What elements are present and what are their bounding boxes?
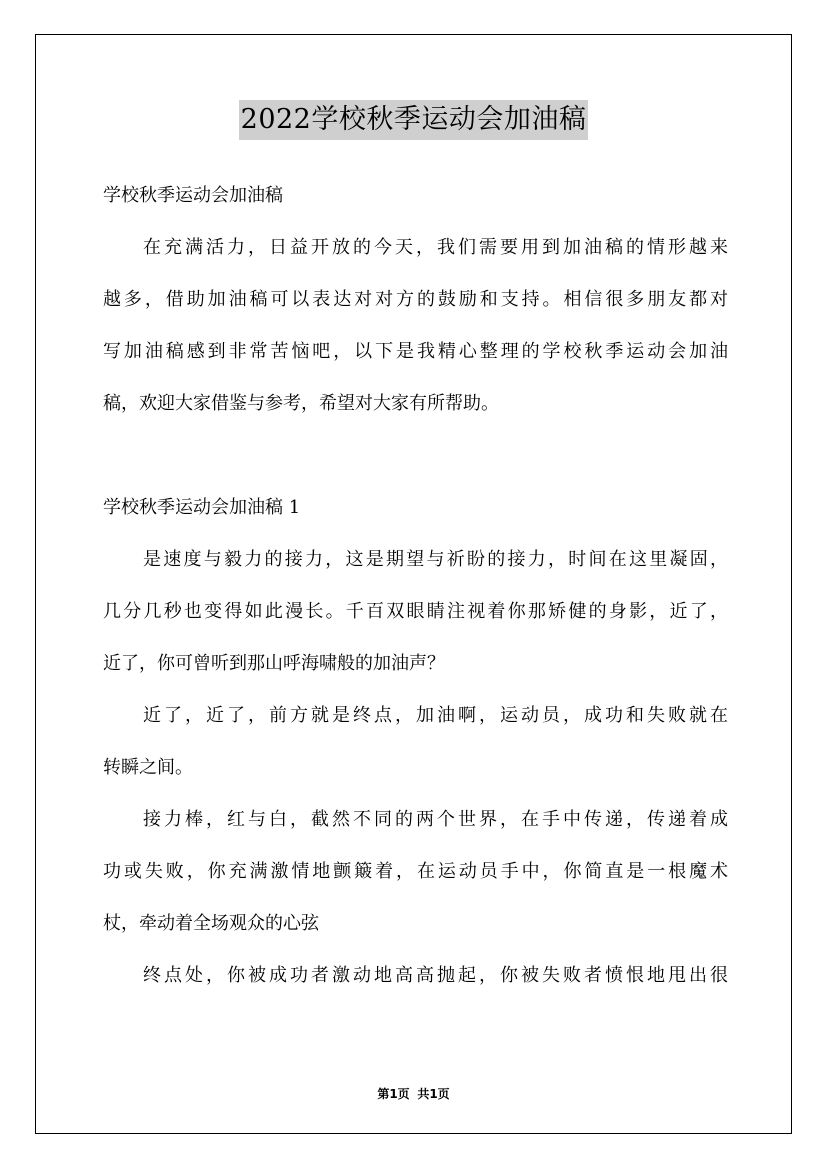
paragraph-4	[103, 950, 728, 1002]
paragraph-line: 近了，你可曾听到那山呼海啸般的加油声？	[103, 653, 445, 674]
page-total: 共1页	[417, 1087, 450, 1101]
intro-paragraph	[103, 222, 728, 430]
paragraph-line: 近了，近了，前方就是终点，加油啊，运动员，成功和失败就在	[143, 705, 728, 726]
paragraph-3	[103, 794, 728, 950]
paragraph-2	[103, 690, 728, 794]
document-title: 2022学校秋季运动会加油稿	[239, 100, 589, 140]
paragraph-line: 几分几秒也变得如此漫长。千百双眼睛注视着你那矫健的身影，近了，	[103, 601, 728, 622]
paragraph-line: 杖，牵动着全场观众的心弦	[103, 913, 319, 934]
page-footer	[0, 1086, 827, 1102]
document-subtitle: 学校秋季运动会加油稿	[103, 185, 283, 206]
paragraph-line: 终点处，你被成功者激动地高高抛起，你被失败者愤恨地甩出很	[143, 965, 728, 986]
section-heading: 学校秋季运动会加油稿 1	[103, 497, 301, 518]
paragraph-line: 功或失败，你充满激情地颤簸着，在运动员手中，你简直是一根魔术	[103, 861, 728, 882]
spacer	[103, 430, 728, 482]
paragraph-1	[103, 534, 728, 690]
intro-line: 稿，欢迎大家借鉴与参考，希望对大家有所帮助。	[103, 393, 499, 414]
intro-line: 越多，借助加油稿可以表达对对方的鼓励和支持。相信很多朋友都对	[103, 289, 728, 310]
page-number: 第1页	[377, 1087, 410, 1101]
intro-line: 写加油稿感到非常苦恼吧，以下是我精心整理的学校秋季运动会加油	[103, 341, 728, 362]
paragraph-line: 转瞬之间。	[103, 757, 193, 778]
document-body	[103, 170, 728, 1002]
paragraph-line: 是速度与毅力的接力，这是期望与祈盼的接力，时间在这里凝固，	[143, 549, 728, 570]
intro-line: 在充满活力，日益开放的今天，我们需要用到加油稿的情形越来	[143, 237, 728, 258]
paragraph-line: 接力棒，红与白，截然不同的两个世界，在手中传递，传递着成	[143, 809, 728, 830]
title-container	[0, 100, 827, 140]
